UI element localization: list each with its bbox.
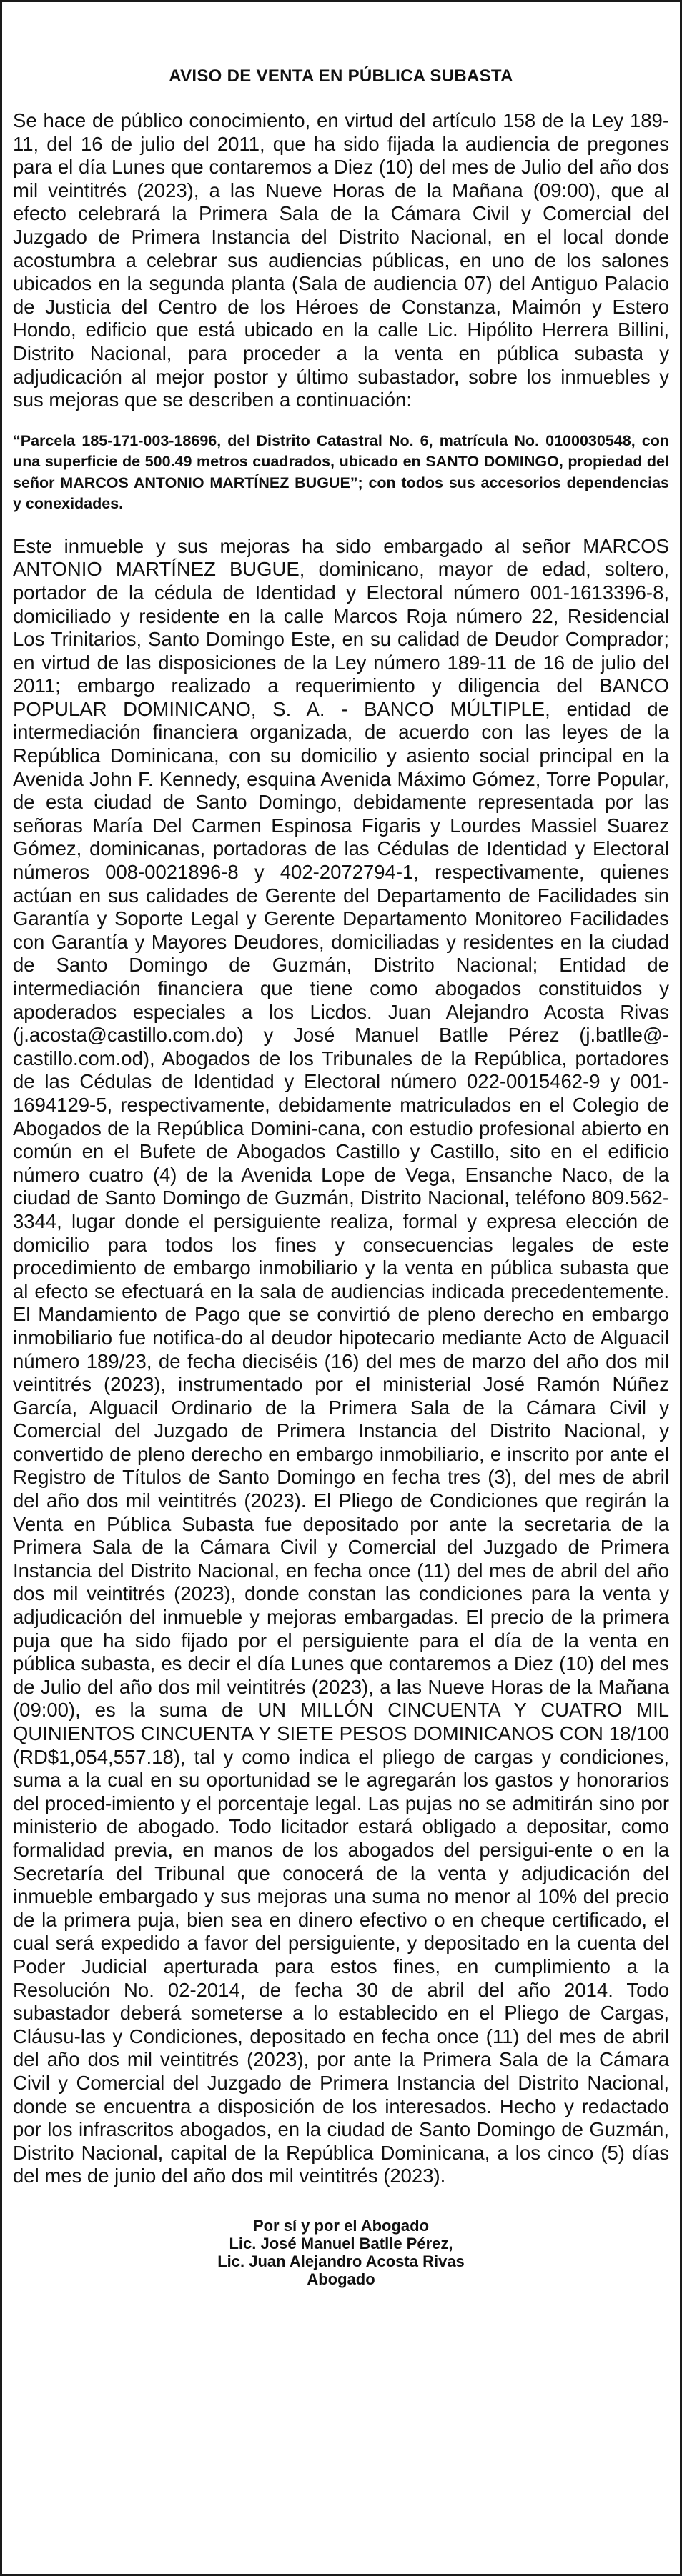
signature-line-1: Por sí y por el Abogado: [252, 2216, 430, 2235]
body-paragraph: Este inmueble y sus mejoras ha sido embargado al señor MARCOS ANTONIO MARTÍNEZ BUGUE, dominicano, mayor de edad, soltero, portador de la cédula de Identidad y Electoral número 001-1613396-8, domiciliado y residente en la calle Marcos Roja número 22, Residencial Los Trinitarios, Santo Domingo Este, en su calidad de Deudor Comprador; en virtud de las disposiciones de la Ley número 189-11 de 16 de julio del 2011; embargo realizado a requerimiento y diligencia del BANCO POPULAR DOMINICANO, S. A. - BANCO MÚLTIPLE, entidad de intermediación financiera organizada, de acuerdo con las leyes de la República Dominicana, con su domicilio y asiento social principal en la Avenida John F. Kennedy, esquina Avenida Máximo Gómez, Torre Popular, de esta ciudad de Santo Domingo, debidamente representada por las señoras María Del Carmen Espinosa Figaris y Lourdes Massiel Suarez Gómez, dominicanas, portadoras de las Cédulas de Identidad y Electoral números 008-0021896-8 y 402-2072794-1, respectivamente, quienes actúan en sus calidades de Gerente del Departamento de Facilidades sin Garantía y Soporte Legal y Gerente Departamento Monitoreo Facilidades con Garantía y Mayores Deudores, domiciliadas y residentes en la ciudad de Santo Domingo de Guzmán, Distrito Nacional; Entidad de intermediación financiera que tiene como abogados constituidos y apoderados especiales a los Licdos. Juan Alejandro Acosta Rivas (j.acosta@castillo.com.do) y José Manuel Batlle Pérez (j.batlle@-castillo.com.od), Abogados de los Tribunales de la República, portadores de las Cédulas de Identidad y Electoral número 022-0015462-9 y 001-1694129-5, respectivamente, debidamente matriculados en el Colegio de Abogados de la República Domini-cana, con estudio profesional abierto en común en el Bufete de Abogados Castillo y Castillo, sito en el edificio número cuatro (4) de la Avenida Lope de Vega, Ensanche Naco, de la ciudad de Santo Domingo de Guzmán, Distrito Nacional, teléfono 809.562-3344, lugar donde el persiguiente realiza, formal y expresa elección de domicilio para todos los fines y consecuencias legales de este procedimiento de embargo inmobiliario y la venta en pública subasta que al efecto se efectuará en la sala de audiencias indicada precedentemente. El Mandamiento de Pago que se convirtió de pleno derecho en embargo inmobiliario fue notifica-do al deudor hipotecario mediante Acto de Alguacil número 189/23, de fecha dieciséis (16) del mes de marzo del año dos mil veintitrés (2023), instrumentado por el ministerial José Ramón Núñez García, Alguacil Ordinario de la Primera Sala de la Cámara Civil y Comercial del Juzgado de Primera Instancia del Distrito Nacional, y convertido de pleno derecho en embargo inmobiliario, e inscrito por ante el Registro de Títulos de Santo Domingo en fecha tres (3), del mes de abril del año dos mil veintitrés (2023). El Pliego de Condiciones que regirán la Venta en Pública Subasta fue depositado por ante la secretaria de la Primera Sala de la Cámara Civil y Comercial del Juzgado de Primera Instancia del Distrito Nacional, en fecha once (11) del mes de abril del año dos mil veintitrés (2023), donde constan las condiciones para la venta y adjudicación del inmueble y mejoras embargadas. El precio de la primera puja que ha sido fijado por el persiguiente para el día de la venta en pública subasta, es decir el día Lunes que contaremos a Diez (10) del mes de Julio del año dos mil veintitrés (2023), a las Nueve Horas de la Mañana (09:00), es la suma de UN MILLÓN CINCUENTA Y CUATRO MIL QUINIENTOS CINCUENTA Y SIETE PESOS DOMINICANOS CON 18/100 (RD$1,054,557.18), tal y como indica el pliego de cargas y condiciones, suma a la cual en su oportunidad se le agregarán los gastos y honorarios del proced-imiento y el porcentaje legal. Las pujas no se admitirán sino por ministerio de abogado. Todo licitador estará obligado a depositar, como formalidad previa, en manos de los abogados del persigui-ente o en la Secretaría del Tribunal que conocerá de la venta y adjudicación del inmueble embargado y sus mejoras una suma no menor al 10% del precio de la primera puja, bien sea en dinero efectivo o en cheque certificado, el cual será expedido a favor del persiguiente, y depositado en la cuenta del Poder Judicial aperturada para estos fines, en cumplimiento a la Resolución No. 02-2014, de fecha 30 de abril del año 2014. Todo subastador deberá someterse a lo establecido en el Pliego de Cargas, Cláusu-las y Condiciones, depositado en fecha once (11) del mes de abril del año dos mil veintitrés (2023), por ante la Primera Sala de la Cámara Civil y Comercial del Juzgado de Primera Instancia del Distrito Nacional, donde se encuentra a disposición de los interesados. Hecho y redactado por los infrascritos abogados, en la ciudad de Santo Domingo de Guzmán, Distrito Nacional, capital de la República Dominicana, a los cinco (5) días del mes de junio del año dos mil veintitrés (2023).: [13, 534, 669, 2187]
signature-block: [13, 2217, 669, 2288]
notice-title: AVISO DE VENTA EN PÚBLICA SUBASTA: [169, 66, 513, 86]
property-description: “Parcela 185-171-003-18696, del Distrito Catastral No. 6, matrícula No. 0100030548, con una superficie de 500.49 metros cuadrados, ubicado en SANTO DOMINGO, propiedad del señor MARCOS ANTONIO MARTÍNEZ BUGUE”; con todos sus accesorios dependencias y conexidades.: [13, 431, 669, 513]
signature-line-3: Lic. Juan Alejandro Acosta Rivas: [217, 2252, 465, 2270]
signature-line-4: Abogado: [307, 2270, 375, 2288]
auction-notice: [13, 66, 669, 2288]
intro-paragraph: Se hace de público conocimiento, en virtud del artículo 158 de la Ley 189-11, del 16 de julio del 2011, que ha sido fijada la audiencia de pregones para el día Lunes que contaremos a Diez (10) del mes de Julio del año dos mil veintitrés (2023), a las Nueve Horas de la Mañana (09:00), que al efecto celebrará la Primera Sala de la Cámara Civil y Comercial del Juzgado de Primera Instancia del Distrito Nacional, en el local donde acostumbra a celebrar sus audiencias públicas, en uno de los salones ubicados en la segunda planta (Sala de audiencia 07) del Antiguo Palacio de Justicia del Centro de los Héroes de Constanza, Maimón y Estero Hondo, edificio que está ubicado en la calle Lic. Hipólito Herrera Billini, Distrito Nacional, para proceder a la venta en pública subasta y adjudicación al mejor postor y último subastador, sobre los inmuebles y sus mejoras que se describen a continuación:: [13, 109, 669, 411]
signature-line-2: Lic. José Manuel Batlle Pérez,: [229, 2234, 453, 2252]
